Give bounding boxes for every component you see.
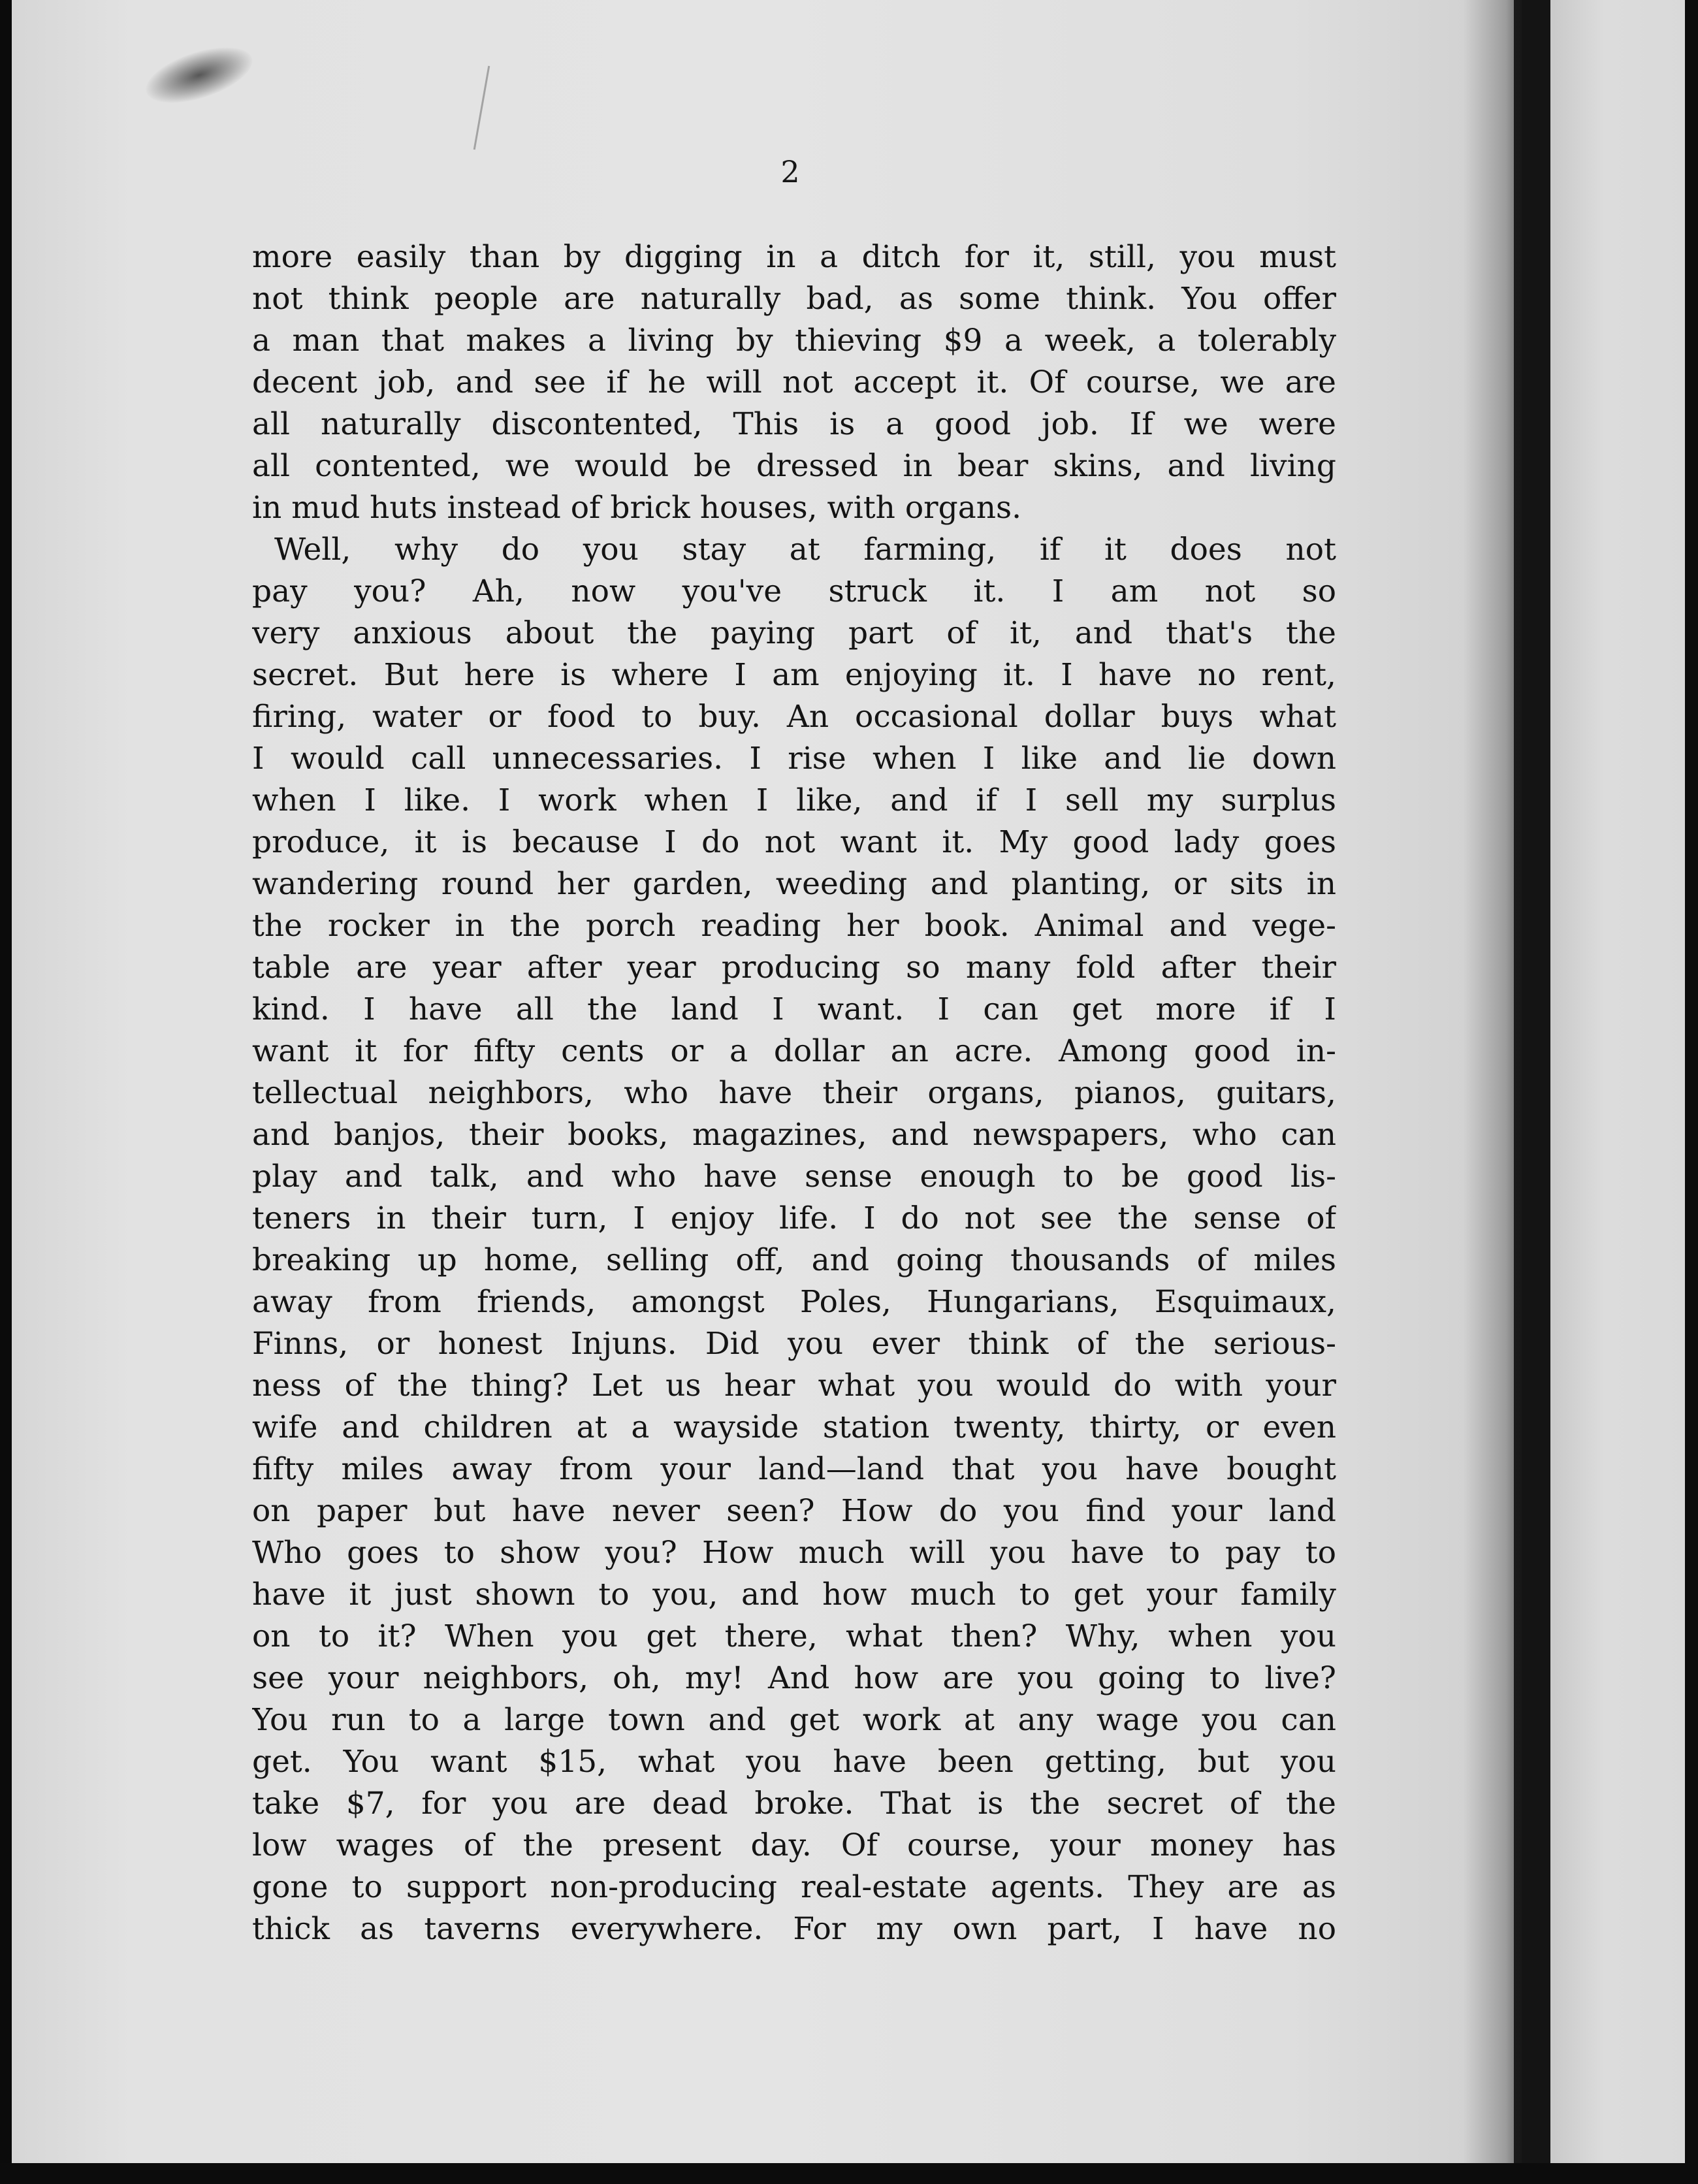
text-line: kind. I have all the land I want. I can get more if I: [252, 991, 1336, 1027]
text-line: Finns, or honest Injuns. Did you ever think of the serious-: [252, 1326, 1336, 1362]
text-line: and banjos, their books, magazines, and newspapers, who can: [252, 1117, 1336, 1153]
text-line: thick as taverns everywhere. For my own part, I have no: [252, 1911, 1336, 1947]
text-line: secret. But here is where I am enjoying it. I have no rent,: [252, 657, 1336, 693]
text-line: want it for fifty cents or a dollar an acre. Among good in-: [252, 1033, 1336, 1069]
text-line: wife and children at a wayside station twenty, thirty, or even: [252, 1409, 1336, 1445]
text-line: decent job, and see if he will not accept it. Of course, we are: [252, 364, 1336, 400]
text-line: play and talk, and who have sense enough to be good lis-: [252, 1159, 1336, 1195]
scan-border-bottom: [0, 2163, 1698, 2184]
text-line: produce, it is because I do not want it. My good lady goes: [252, 824, 1336, 860]
text-line: get. You want $15, what you have been getting, but you: [252, 1744, 1336, 1780]
body-text: [252, 236, 1336, 1950]
text-line: ness of the thing? Let us hear what you would do with your: [252, 1368, 1336, 1404]
text-line: pay you? Ah, now you've struck it. I am not so: [252, 573, 1336, 609]
text-line: a man that makes a living by thieving $9 a week, a tolerably: [252, 323, 1336, 359]
text-line: take $7, for you are dead broke. That is the secret of the: [252, 1786, 1336, 1822]
text-line: on to it? When you get there, what then? Why, when you: [252, 1618, 1336, 1654]
text-line: not think people are naturally bad, as some think. You offer: [252, 281, 1336, 317]
text-line: wandering round her garden, weeding and planting, or sits in: [252, 866, 1336, 902]
text-line: on paper but have never seen? How do you find your land: [252, 1493, 1336, 1529]
text-line: more easily than by digging in a ditch for it, still, you must: [252, 239, 1336, 275]
text-line: see your neighbors, oh, my! And how are you going to live?: [252, 1660, 1336, 1696]
text-line: the rocker in the porch reading her book. Animal and vege-: [252, 908, 1336, 944]
text-line: I would call unnecessaries. I rise when I like and lie down: [252, 741, 1336, 777]
text-line: very anxious about the paying part of it, and that's the: [252, 615, 1336, 651]
text-line: low wages of the present day. Of course, your money has: [252, 1827, 1336, 1863]
text-line: teners in their turn, I enjoy life. I do not see the sense of: [252, 1200, 1336, 1236]
text-line: firing, water or food to buy. An occasional dollar buys what: [252, 699, 1336, 735]
text-line: all contented, we would be dressed in bear skins, and living: [252, 448, 1336, 484]
facing-page-edge: [1550, 0, 1685, 2163]
page-gutter: [1522, 0, 1550, 2163]
text-line: when I like. I work when I like, and if I sell my surplus: [252, 782, 1336, 818]
text-line: in mud huts instead of brick houses, with organs.: [252, 490, 1022, 526]
text-line: all naturally discontented, This is a good job. If we were: [252, 406, 1336, 442]
text-line: tellectual neighbors, who have their organs, pianos, guitars,: [252, 1075, 1336, 1111]
scan-border-right: [1685, 0, 1698, 2184]
text-line: gone to support non-producing real-estate agents. They are as: [252, 1869, 1336, 1905]
page-number: 2: [780, 154, 800, 189]
text-line: table are year after year producing so many fold after their: [252, 950, 1336, 986]
text-line: You run to a large town and get work at any wage you can: [252, 1702, 1336, 1738]
text-line: away from friends, amongst Poles, Hungarians, Esquimaux,: [252, 1284, 1336, 1320]
text-line: Well, why do you stay at farming, if it does not: [274, 532, 1336, 568]
text-line: fifty miles away from your land—land that you have bought: [252, 1451, 1336, 1487]
text-line: breaking up home, selling off, and going thousands of miles: [252, 1242, 1336, 1278]
text-line: have it just shown to you, and how much to get your family: [252, 1577, 1336, 1613]
text-line: Who goes to show you? How much will you have to pay to: [252, 1535, 1336, 1571]
